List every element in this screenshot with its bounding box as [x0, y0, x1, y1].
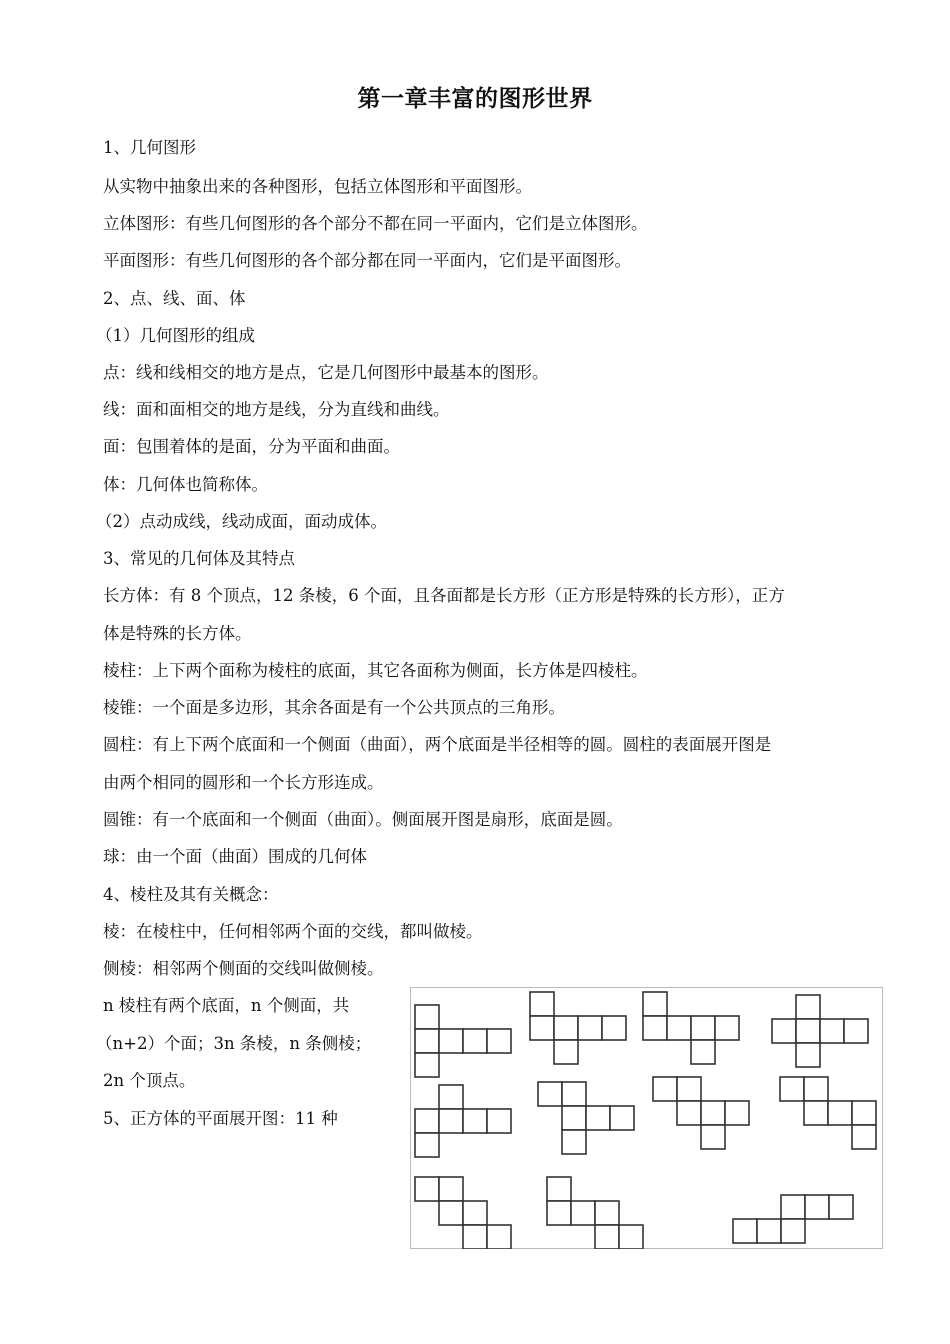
net-4-square-5: [844, 1019, 868, 1043]
net-2-square-1: [530, 992, 554, 1016]
cube-net-10: [547, 1177, 643, 1249]
net-8-square-3: [804, 1101, 828, 1125]
net-7-square-5: [725, 1101, 749, 1125]
net-9-square-6: [487, 1225, 511, 1249]
net-10-square-4: [595, 1201, 619, 1225]
cube-net-11: [733, 1195, 853, 1243]
cube-net-7: [653, 1077, 749, 1149]
para-nprism-3: 2n 个顶点。: [103, 1071, 196, 1090]
para-nprism-1: n 棱柱有两个底面，n 个侧面，共: [103, 996, 350, 1015]
net-5-square-5: [487, 1109, 511, 1133]
net-9-square-4: [463, 1201, 487, 1225]
heading-1: 1、几何图形: [103, 138, 196, 157]
net-4-square-6: [796, 1043, 820, 1067]
net-8-square-5: [852, 1101, 876, 1125]
page-title: 第一章丰富的图形世界: [357, 86, 593, 112]
cube-net-3: [643, 992, 739, 1064]
net-4-square-4: [820, 1019, 844, 1043]
para-prism: 棱柱：上下两个面称为棱柱的底面，其它各面称为侧面，长方体是四棱柱。: [103, 661, 648, 680]
net-10-square-5: [595, 1225, 619, 1249]
net-6-square-5: [610, 1106, 634, 1130]
para-cylinder-cont: 由两个相同的圆形和一个长方形连成。: [103, 773, 384, 792]
net-1-square-6: [415, 1053, 439, 1077]
net-10-square-6: [619, 1225, 643, 1249]
net-5-square-4: [463, 1109, 487, 1133]
net-7-square-3: [677, 1101, 701, 1125]
para-pyramid: 棱锥：一个面是多边形，其余各面是有一个公共顶点的三角形。: [103, 698, 565, 717]
net-1-square-1: [415, 1005, 439, 1029]
para-face: 面：包围着体的是面，分为平面和曲面。: [103, 437, 400, 456]
net-3-square-6: [691, 1040, 715, 1064]
para-cuboid-cont: 体是特殊的长方体。: [103, 624, 252, 643]
net-11-square-3: [829, 1195, 853, 1219]
net-6-square-4: [586, 1106, 610, 1130]
net-10-square-3: [571, 1201, 595, 1225]
net-7-square-6: [701, 1125, 725, 1149]
para-cone: 圆锥：有一个底面和一个侧面（曲面）。侧面展开图是扇形，底面是圆。: [103, 810, 623, 829]
para-line: 线：面和面相交的地方是线，分为直线和曲线。: [103, 400, 450, 419]
net-7-square-4: [701, 1101, 725, 1125]
net-8-square-2: [804, 1077, 828, 1101]
net-7-square-2: [677, 1077, 701, 1101]
net-4-square-1: [796, 995, 820, 1019]
net-11-square-4: [733, 1219, 757, 1243]
net-5-square-6: [415, 1133, 439, 1157]
net-6-square-3: [562, 1106, 586, 1130]
cube-net-9: [415, 1177, 511, 1249]
para-edge: 棱：在棱柱中，任何相邻两个面的交线，都叫做棱。: [103, 922, 483, 941]
net-9-square-5: [463, 1225, 487, 1249]
para-lateral-edge: 侧棱：相邻两个侧面的交线叫做侧棱。: [103, 959, 384, 978]
net-8-square-6: [852, 1125, 876, 1149]
net-6-square-6: [562, 1130, 586, 1154]
net-2-square-6: [554, 1040, 578, 1064]
net-7-square-1: [653, 1077, 677, 1101]
cube-net-6: [538, 1082, 634, 1154]
net-4-square-3: [796, 1019, 820, 1043]
net-10-square-2: [547, 1201, 571, 1225]
net-1-square-5: [487, 1029, 511, 1053]
cube-nets-svg: [410, 987, 883, 1249]
net-2-square-2: [530, 1016, 554, 1040]
net-2-square-3: [554, 1016, 578, 1040]
para-nprism-2: （n+2）个面；3n 条棱，n 条侧棱；: [96, 1034, 372, 1053]
net-11-square-1: [781, 1195, 805, 1219]
net-11-square-6: [781, 1219, 805, 1243]
net-6-square-2: [562, 1082, 586, 1106]
net-11-square-2: [805, 1195, 829, 1219]
subheading-2: （2）点动成线，线动成面，面动成体。: [96, 512, 387, 531]
net-2-square-4: [578, 1016, 602, 1040]
heading-4: 4、棱柱及其有关概念：: [103, 885, 279, 904]
cube-net-5: [415, 1085, 511, 1157]
net-1-square-4: [463, 1029, 487, 1053]
net-9-square-2: [439, 1177, 463, 1201]
cube-net-1: [415, 1005, 511, 1077]
heading-5: 5、正方体的平面展开图：11 种: [103, 1109, 338, 1128]
net-2-square-5: [602, 1016, 626, 1040]
cube-net-2: [530, 992, 626, 1064]
net-3-square-5: [715, 1016, 739, 1040]
net-3-square-1: [643, 992, 667, 1016]
subheading-1: （1）几何图形的组成: [96, 326, 255, 345]
net-5-square-3: [439, 1109, 463, 1133]
para-solid: 体：几何体也简称体。: [103, 475, 268, 494]
net-3-square-4: [691, 1016, 715, 1040]
net-4-square-2: [772, 1019, 796, 1043]
cube-net-8: [780, 1077, 876, 1149]
net-1-square-3: [439, 1029, 463, 1053]
para-cuboid: 长方体：有 8 个顶点，12 条棱，6 个面，且各面都是长方形（正方形是特殊的长方形），正方: [103, 586, 785, 605]
net-3-square-2: [643, 1016, 667, 1040]
para-cylinder: 圆柱：有上下两个底面和一个侧面（曲面），两个底面是半径相等的圆。圆柱的表面展开图是: [103, 735, 772, 754]
para-3: 平面图形：有些几何图形的各个部分都在同一平面内，它们是平面图形。: [103, 251, 631, 270]
para-2: 立体图形：有些几何图形的各个部分不都在同一平面内，它们是立体图形。: [103, 214, 648, 233]
net-8-square-1: [780, 1077, 804, 1101]
heading-3: 3、常见的几何体及其特点: [103, 549, 295, 568]
net-1-square-2: [415, 1029, 439, 1053]
cube-nets-figure: [410, 987, 883, 1249]
para-1: 从实物中抽象出来的各种图形，包括立体图形和平面图形。: [103, 177, 532, 196]
net-3-square-3: [667, 1016, 691, 1040]
cube-net-4: [772, 995, 868, 1067]
net-11-square-5: [757, 1219, 781, 1243]
para-point: 点：线和线相交的地方是点，它是几何图形中最基本的图形。: [103, 363, 549, 382]
net-9-square-3: [439, 1201, 463, 1225]
heading-2: 2、点、线、面、体: [103, 289, 246, 308]
net-5-square-2: [415, 1109, 439, 1133]
net-9-square-1: [415, 1177, 439, 1201]
net-8-square-4: [828, 1101, 852, 1125]
para-sphere: 球：由一个面（曲面）围成的几何体: [103, 847, 367, 866]
net-5-square-1: [439, 1085, 463, 1109]
net-10-square-1: [547, 1177, 571, 1201]
net-6-square-1: [538, 1082, 562, 1106]
